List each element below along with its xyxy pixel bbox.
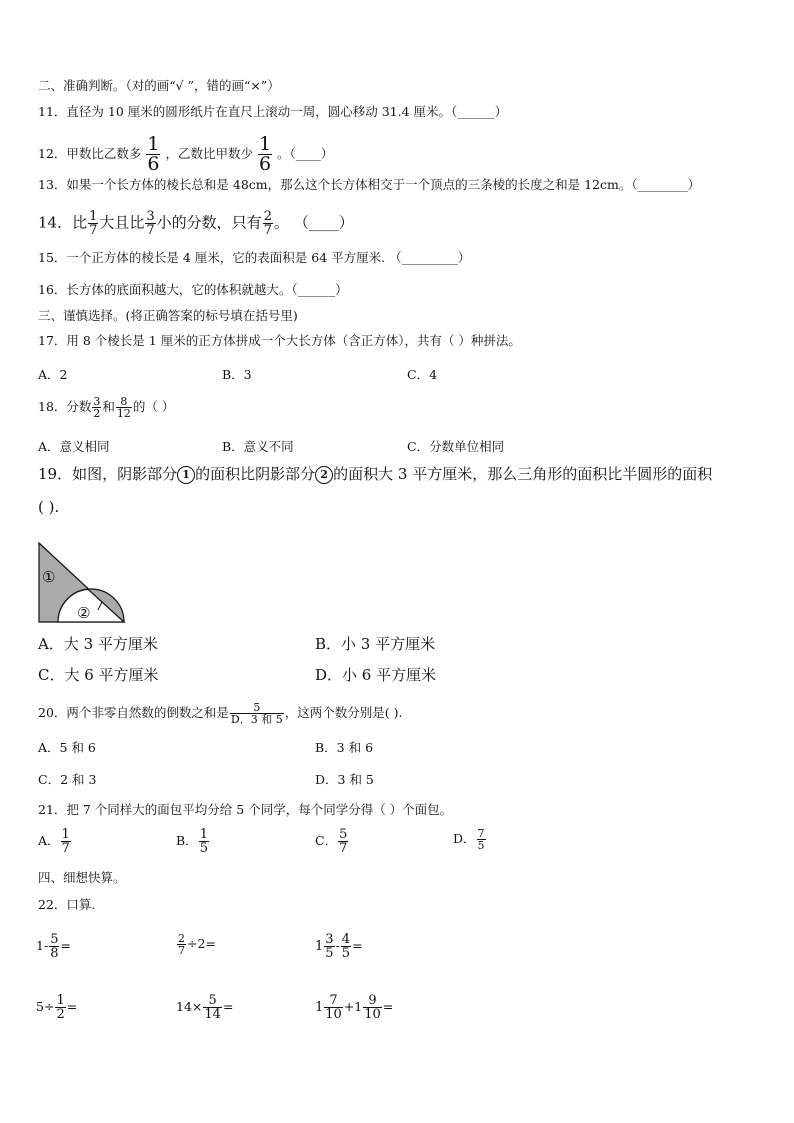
question-20 [38,702,402,725]
fraction: $\frac{1}{5}$ [199,827,208,856]
fraction: $\frac{3}{2}$ [93,395,101,420]
fraction: $\frac{5}{7}$ [339,827,348,856]
question-18 [38,396,174,419]
q18-option-b: B．意义不同 [222,439,294,454]
question-15: 15．一个正方体的棱长是 4 厘米，它的表面积是 64 平方厘米. （_________） [38,250,471,265]
figure-label-2: ② [77,604,91,622]
figure-label-1: ① [42,568,56,586]
q19-text-1: 19．如图，阴影部分 [38,465,178,483]
calc-item-6: 1 $\frac{7}{10}$ +1 $\frac{9}{10}$ = [315,993,394,1022]
q14-text-4: 。 （____） [273,213,354,232]
fraction: $\frac{3}{5}$ [325,932,334,961]
calc-item-1: 1- $\frac{5}{8}$ = [36,932,71,961]
q19-option-b: B．小 3 平方厘米 [315,635,436,653]
fraction: $\frac{1}{2}$ [56,993,65,1022]
q21-option-a: A． $\frac{1}{7}$ [38,827,70,856]
q19-option-c: C．大 6 平方厘米 [38,666,159,684]
question-21: 21．把 7 个同样大的面包平均分给 5 个同学，每个同学分得（ ）个面包。 [38,802,453,817]
q21-option-b: B． $\frac{1}{5}$ [176,827,208,856]
section-title-2: 二、准确判断。（对的画“√ ”，错的画“×”） [38,78,280,93]
question-14 [38,210,354,237]
q14-text-1: 14．比 [38,213,88,232]
q14-text-3: 小的分数，只有 [156,213,262,232]
fraction: $\frac{7}{5}$ [477,827,485,852]
circled-number-1: 1 [177,466,195,484]
fraction: $\frac{4}{5}$ [341,932,351,961]
fraction: $\frac{5}{8}$ [50,932,59,961]
calc-item-2: $\frac{2}{7}$ ÷2= [178,932,216,957]
fraction: $\frac{1}{7}$ [89,209,98,238]
question-19 [38,466,712,484]
fraction: $\frac{3}{7}$ [146,209,155,238]
q18-text-2: 和 [102,399,115,414]
calc-item-4: 5÷ $\frac{1}{2}$ = [36,993,78,1022]
fraction: $\frac{1}{6}$ [147,133,160,175]
q21-option-c: C． $\frac{5}{7}$ [315,827,348,856]
q20-option-d: D．3 和 5 [315,772,374,787]
fraction: $\frac{1}{7}$ [61,827,70,856]
q17-option-a: A．2 [38,367,68,382]
fraction: $\frac{5}{\text{D．3 和 5}}$ [230,701,283,726]
q12-text-3: 。（____） [277,146,334,161]
fraction: $\frac{1}{6}$ [258,133,272,175]
question-12 [38,135,333,174]
section-title-3: 三、谨慎选择。(将正确答案的标号填在括号里) [38,308,298,323]
calc-item-5: 14× $\frac{5}{14}$ = [176,993,234,1022]
q12-text-2: ，乙数比甲数少 [165,146,253,161]
q20-text-1: 20．两个非零自然数的倒数之和是 [38,705,229,720]
q18-text-3: 的（ ） [132,399,175,414]
q20-option-c: C．2 和 3 [38,772,97,787]
q19-text-3: 的面积大 3 平方厘米，那么三角形的面积比半圆形的面积 [333,465,713,483]
q17-option-c: C．4 [407,367,438,382]
fraction: $\frac{7}{10}$ [325,993,342,1022]
fraction: $\frac{5}{14}$ [204,993,221,1022]
question-13: 13．如果一个长方体的棱长总和是 48cm，那么这个长方体相交于一个顶点的三条棱的长度之和是 12cm。（________） [38,177,701,192]
q14-text-2: 大且比 [99,213,145,232]
circled-number-2: 2 [315,466,333,484]
fraction: $\frac{2}{7}$ [263,209,272,238]
q18-option-c: C．分数单位相同 [407,439,505,454]
question-11: 11．直径为 10 厘米的圆形纸片在直尺上滚动一周，圆心移动 31.4 厘米。（______） [38,104,508,119]
q19-option-a: A．大 3 平方厘米 [38,635,158,653]
calc-item-3: 1 $\frac{3}{5}$ - $\frac{4}{5}$ = [315,932,363,961]
q19-option-d: D．小 6 平方厘米 [315,666,437,684]
q20-option-b: B．3 和 6 [315,740,374,755]
fraction: $\frac{9}{10}$ [364,993,381,1022]
q20-text-2: ，这两个数分别是( ). [284,705,403,720]
q18-option-a: A．意义相同 [38,439,110,454]
q19-figure [36,540,128,626]
q12-text-1: 12．甲数比乙数多 [38,146,142,161]
q21-option-d: D． $\frac{7}{5}$ [453,827,485,852]
section-title-4: 四、细想快算。 [38,870,126,885]
fraction: $\frac{2}{7}$ [178,932,185,957]
q17-option-b: B．3 [222,367,252,382]
question-17: 17．用 8 个棱长是 1 厘米的正方体拼成一个大长方体（含正方体），共有（ ）种拼法。 [38,333,521,348]
q19-text-2: 的面积比阴影部分 [195,465,316,483]
q20-option-a: A．5 和 6 [38,740,96,755]
fraction: $\frac{8}{12}$ [116,395,131,420]
question-22: 22．口算. [38,897,96,912]
q18-text-1: 18．分数 [38,399,92,414]
question-16: 16．长方体的底面积越大，它的体积就越大。（______） [38,282,348,297]
q19-answer-line: ( ). [38,498,60,516]
